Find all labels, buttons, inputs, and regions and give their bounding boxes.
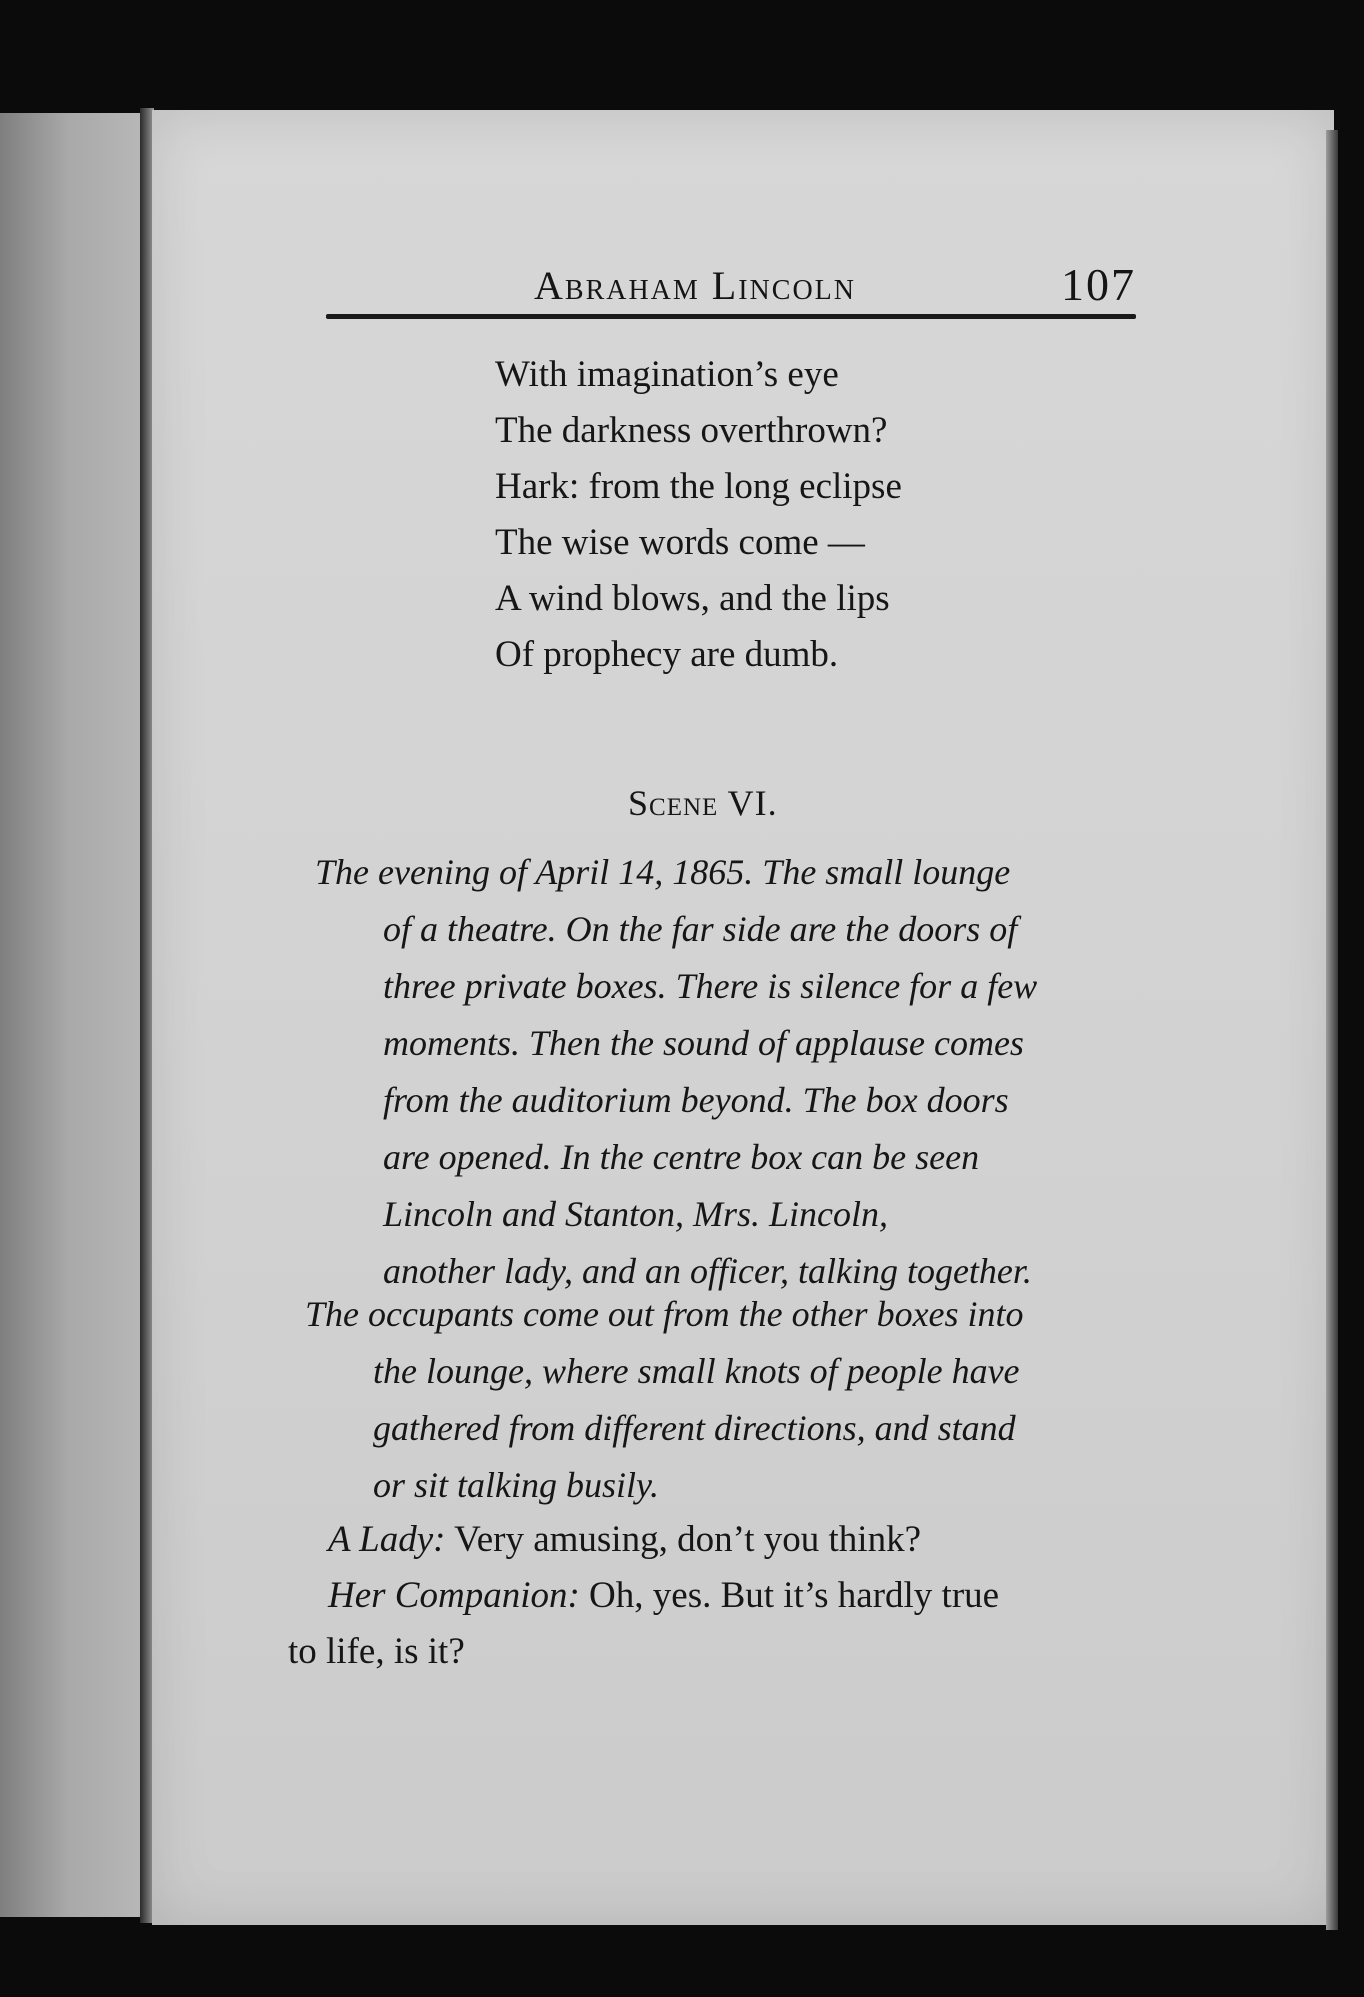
- scene-heading: Scene VI.: [628, 783, 778, 823]
- dialogue-line: [288, 1512, 1108, 1568]
- poem-line: Hark: from the long eclipse: [495, 466, 902, 507]
- poem-line: The wise words come —: [495, 522, 865, 563]
- running-title: Abraham Lincoln: [534, 263, 856, 308]
- direction-line: of a theatre. On the far side are the doors of: [383, 909, 1018, 949]
- poem-line: Of prophecy are dumb.: [495, 634, 839, 675]
- direction-line: gathered from different directions, and stand: [373, 1408, 1016, 1448]
- direction-line: another lady, and an officer, talking together.: [383, 1251, 1032, 1291]
- poem-stanza: [495, 347, 1055, 683]
- direction-line: or sit talking busily.: [373, 1465, 660, 1505]
- dialogue-line: [288, 1568, 1108, 1624]
- speaker-name: Her Companion:: [328, 1575, 580, 1616]
- direction-line: moments. Then the sound of applause comes: [383, 1023, 1024, 1063]
- direction-line: from the auditorium beyond. The box doors: [383, 1080, 1009, 1120]
- direction-line: the lounge, where small knots of people have: [373, 1351, 1020, 1391]
- stage-direction: [315, 844, 1115, 1300]
- direction-line: three private boxes. There is silence for a few: [383, 966, 1038, 1006]
- direction-line: Lincoln and Stanton, Mrs. Lincoln,: [383, 1194, 889, 1234]
- speech-text: Oh, yes. But it’s hardly true: [579, 1575, 1000, 1616]
- header-rule: [326, 314, 1136, 319]
- poem-line: A wind blows, and the lips: [495, 578, 890, 619]
- direction-line: are opened. In the centre box can be seen: [383, 1137, 980, 1177]
- speech-text: Very amusing, don’t you think?: [445, 1519, 922, 1560]
- dialogue-continuation: to life, is it?: [288, 1631, 465, 1672]
- poem-line: With imagination’s eye: [495, 354, 839, 395]
- page-number: 107: [1061, 259, 1136, 310]
- left-page-edge: [0, 113, 152, 1917]
- stage-direction: [305, 1286, 1105, 1514]
- dialogue: [288, 1512, 1108, 1680]
- direction-line: The occupants come out from the other boxes into: [305, 1294, 1024, 1334]
- poem-line: The darkness overthrown?: [495, 410, 888, 451]
- page-header: [326, 248, 1136, 340]
- direction-line: The evening of April 14, 1865. The small lounge: [315, 852, 1011, 892]
- speaker-name: A Lady:: [328, 1519, 446, 1560]
- page-right-edge: [1326, 130, 1338, 1930]
